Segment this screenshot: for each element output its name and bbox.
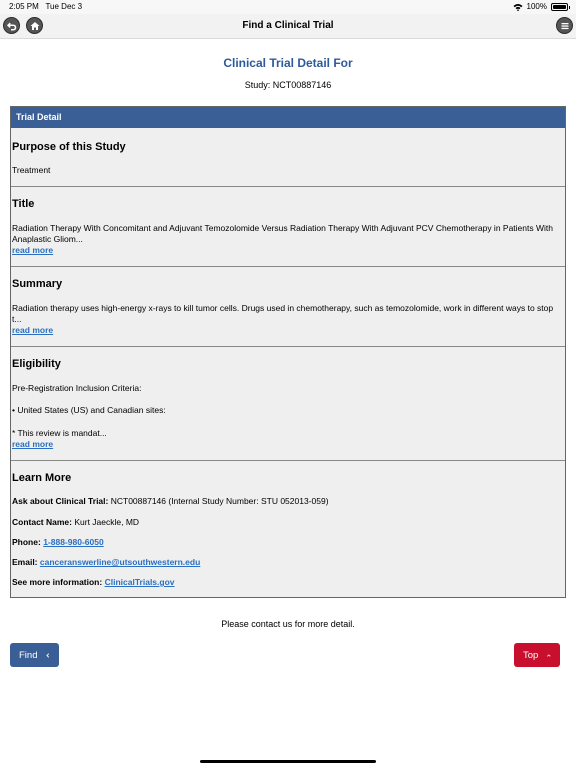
purpose-title: Purpose of this Study bbox=[12, 141, 126, 153]
chevron-up-icon bbox=[547, 652, 551, 659]
nav-title: Find a Clinical Trial bbox=[242, 20, 334, 31]
battery-icon bbox=[551, 3, 568, 11]
title-text: Radiation Therapy With Concomitant and Adjuvant Temozolomide Versus Radiation Therapy With Adjuvant PCV Chemotherapy in Patients With Anaplastic Gliom... bbox=[12, 223, 553, 244]
top-button[interactable] bbox=[514, 643, 560, 667]
summary-read-more-link[interactable]: read more bbox=[12, 325, 54, 335]
contact-note: Please contact us for more detail. bbox=[221, 619, 355, 629]
eligibility-line-3: * This review is mandat... bbox=[12, 428, 107, 438]
clinicaltrials-link[interactable]: ClinicalTrials.gov bbox=[104, 577, 175, 587]
purpose-value: Treatment bbox=[12, 165, 51, 175]
ask-row bbox=[12, 496, 329, 507]
status-date: Tue Dec 3 bbox=[45, 2, 83, 11]
title-section bbox=[11, 186, 565, 266]
contact-label: Contact Name: bbox=[12, 517, 72, 527]
ask-label: Ask about Clinical Trial: bbox=[12, 496, 109, 506]
phone-link[interactable]: 1-888-980-6050 bbox=[43, 537, 104, 547]
more-info-row bbox=[12, 577, 175, 588]
eligibility-line-1: Pre-Registration Inclusion Criteria: bbox=[12, 383, 142, 393]
home-indicator[interactable] bbox=[200, 760, 376, 763]
more-info-label: See more information: bbox=[12, 577, 103, 587]
phone-row bbox=[12, 537, 104, 548]
learn-more-heading: Learn More bbox=[12, 472, 72, 484]
summary-text: Radiation therapy uses high-energy x-rays to kill tumor cells. Drugs used in chemotherapy, such as temozolomide, work in different ways to stop t... bbox=[12, 303, 554, 324]
find-button[interactable] bbox=[10, 643, 59, 667]
menu-button[interactable] bbox=[556, 17, 573, 34]
menu-icon bbox=[560, 21, 570, 31]
trial-detail-panel bbox=[10, 106, 566, 598]
ask-value: NCT00887146 (Internal Study Number: STU 052013-059) bbox=[108, 496, 329, 506]
summary-section bbox=[11, 266, 565, 346]
top-label: Top bbox=[523, 649, 539, 661]
purpose-section bbox=[11, 128, 565, 186]
eligibility-section bbox=[11, 346, 565, 460]
contact-row bbox=[12, 517, 139, 528]
trial-detail-header: Trial Detail bbox=[11, 107, 565, 128]
page-heading: Clinical Trial Detail For bbox=[223, 56, 353, 70]
title-read-more-link[interactable]: read more bbox=[12, 245, 54, 255]
email-link[interactable]: canceranswerline@utsouthwestern.edu bbox=[39, 557, 201, 567]
eligibility-line-2: • United States (US) and Canadian sites: bbox=[12, 405, 166, 415]
study-id: Study: NCT00887146 bbox=[244, 80, 332, 90]
phone-label: Phone: bbox=[12, 537, 41, 547]
find-label: Find bbox=[19, 649, 38, 661]
eligibility-read-more-link[interactable]: read more bbox=[12, 439, 54, 449]
email-row bbox=[12, 557, 200, 568]
status-time: 2:05 PM bbox=[9, 2, 39, 11]
status-bar bbox=[0, 0, 576, 14]
battery-percent: 100% bbox=[526, 2, 547, 11]
email-label: Email: bbox=[12, 557, 38, 567]
title-heading: Title bbox=[12, 198, 35, 210]
status-indicators bbox=[513, 0, 568, 14]
wifi-icon bbox=[513, 3, 523, 11]
status-time-date bbox=[9, 0, 82, 14]
eligibility-heading: Eligibility bbox=[12, 358, 61, 370]
learn-more-section bbox=[11, 460, 565, 597]
chevron-left-icon bbox=[46, 651, 50, 660]
contact-value: Kurt Jaeckle, MD bbox=[71, 517, 140, 527]
nav-bar bbox=[0, 14, 576, 39]
summary-heading: Summary bbox=[12, 278, 63, 290]
